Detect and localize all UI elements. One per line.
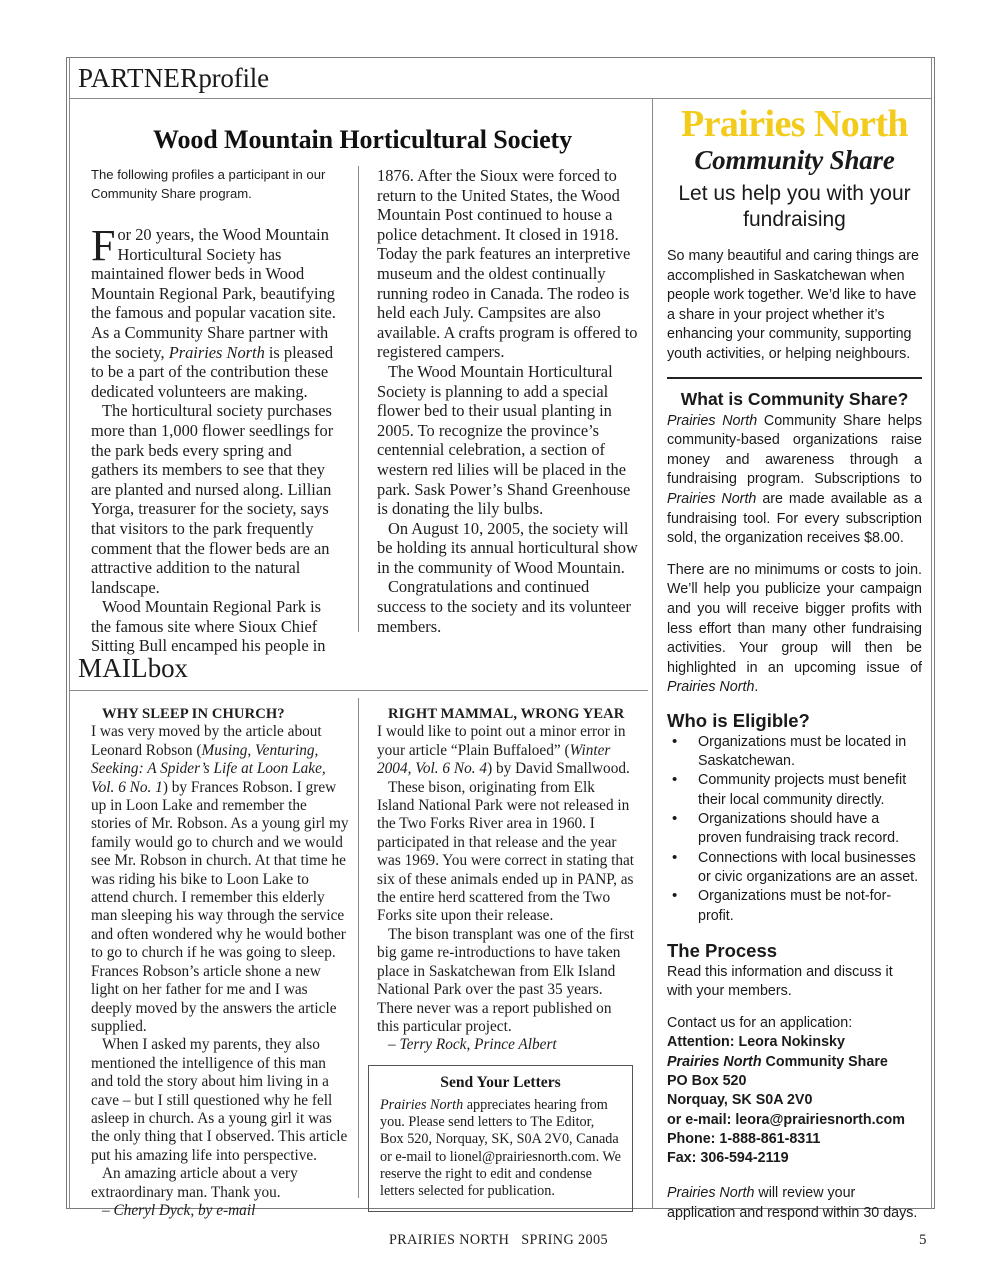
article-p1-italic: Prairies North	[168, 342, 265, 362]
contact-brand-italic: Prairies North	[667, 1053, 762, 1070]
letter2-p1-a: I would like to point out a minor error in your article “Plain Buffaloed” (	[377, 723, 626, 759]
article-paragraph-1	[91, 221, 341, 401]
article-title: Wood Mountain Horticultural Society	[152, 125, 572, 155]
letter1-p1-b: ) by Frances Robson. I grew up in Loon Lake and remember the stories of Mr. Robson. As a young girl my family would go to church and we would see Mr. Robson in church. At that time he was riding his bike to Loon Lake to attend church. I remember this elderly man sleeping his way through the service and often wondered why he would bother to go to church if he was going to sleep. Frances Robson’s article shone a new light on her father for me and I was deeply moved by the answers the article supplied.	[91, 778, 349, 1035]
what-is-text-1: Community Share helps community-based organizations raise money and awareness through a fundraising program. Subscriptions to	[667, 412, 922, 488]
the-process-heading: The Process	[667, 939, 778, 961]
letter1-p1-italic: Musing, Venturing, Seeking: A Spider’s Life at Loon Lake, Vol. 6 No. 1	[91, 741, 326, 796]
mailbox-section-rule	[70, 690, 648, 691]
mailbox-column-divider	[358, 698, 359, 1198]
letter1-paragraph-1	[91, 723, 349, 1036]
partner-kicker-light: profile	[198, 63, 269, 93]
partner-kicker-bold: PARTNER	[78, 63, 199, 93]
prairies-north-logo: Prairies North	[681, 103, 908, 145]
footer-publication-line	[389, 1232, 608, 1249]
page-footer	[0, 1232, 997, 1254]
mailbox-column-right	[377, 705, 635, 1055]
article-paragraph-4: 1876. After the Sioux were forced to return to the United States, the Wood Mountain Post continued to house a police detachment. It closed in 1918. Today the park features an interpretive museum and the oldest continually running rodeo in Canada. The rodeo is held each July. Campsites are also available. A crafts program is offered to registered campers.	[377, 166, 638, 362]
article-paragraph-6: On August 10, 2005, the society will be holding its annual horticultural show in the community of Wood Mountain.	[377, 518, 638, 577]
page-frame-inner-left-rule	[69, 57, 70, 1209]
list-item: • Organizations must be not-for-profit.	[667, 887, 922, 926]
what-is-community-share-heading: What is Community Share?	[680, 388, 909, 409]
contact-attention: Attention: Leora Nokinsky	[667, 1034, 845, 1051]
article-p1-text-b: is pleased to be a part of the contribution these dedicated volunteers are making.	[91, 342, 334, 401]
closing-text: will review your application and respond within 30 days.	[667, 1185, 918, 1221]
letter2-paragraph-3: The bison transplant was one of the first big game re-introductions to have taken place in Saskatchewan from Elk Island National Park over the past 35 years. There never was a report published on this particular project.	[377, 925, 634, 1035]
letter-headline-1: WHY SLEEP IN CHURCH?	[102, 706, 285, 722]
letter2-paragraph-2: These bison, originating from Elk Island National Park were not released in the Two Forks River area in 1960. I participated in that release and the year was 1969. You were correct in stating that six of these animals ended up in PANP, as the entire herd scattered from the Two Forks site upon their release.	[377, 778, 635, 925]
no-minimums-paragraph	[667, 561, 922, 698]
contact-brand	[667, 1053, 922, 1072]
send-letters-text: appreciates hearing from you. Please send letters to The Editor, Box 520, Norquay, SK, S0A 2V0, Canada or e-mail to lionel@prairiesnorth.com. We reserve the right to edit and condense letters selected for publication.	[380, 1097, 621, 1200]
letter1-paragraph-3: An amazing article about a very extraordinary man. Thank you.	[91, 1165, 298, 1201]
sidebar-intro-paragraph: So many beautiful and caring things are accomplished in Saskatchewan when people work together. We’d like to have a share in your project whether it’s enhancing your community, supporting youth activities, or helping neighbours.	[667, 248, 919, 362]
who-is-eligible-heading: Who is Eligible?	[667, 709, 810, 731]
footer-issue: SPRING 2005	[521, 1232, 609, 1248]
letter2-signature: – Terry Rock, Prince Albert	[388, 1036, 557, 1054]
contact-city: Norquay, SK S0A 2V0	[667, 1092, 813, 1109]
what-is-text-2: are made available as a fundraising tool. For every subscription sold, the organization receives $8.00.	[667, 490, 922, 547]
article-column-divider	[358, 166, 359, 632]
list-item: • Connections with local businesses or civic organizations are an asset.	[667, 849, 922, 888]
send-your-letters-box	[368, 1065, 633, 1212]
list-item: • Organizations must be located in Saskatchewan.	[667, 733, 922, 772]
community-share-sidebar	[667, 104, 922, 1236]
send-letters-body	[380, 1097, 621, 1200]
mailbox-kicker-bold: MAIL	[78, 653, 148, 683]
article-paragraph-5: The Wood Mountain Horticultural Society is planning to add a special flower bed to their usual planting in 2005. To recognize the province’s centennial celebration, a section of western red lilies will be placed in the park. Sask Power’s Shand Greenhouse is donating the lily bulbs.	[377, 361, 631, 519]
contact-intro: Contact us for an application:	[667, 1015, 853, 1032]
sidebar-closing-paragraph	[667, 1184, 922, 1223]
no-minimums-text: There are no minimums or costs to join. We’ll help you publicize your campaign and you will receive bigger profits with less effort than many other fundraising activities. Your group will then be highlighted in an upcoming issue of	[667, 561, 922, 676]
list-item: • Organizations should have a proven fundraising track record.	[667, 810, 922, 849]
no-minimums-tail: .	[754, 679, 759, 696]
send-letters-brand-italic: Prairies North	[380, 1097, 464, 1113]
footer-publication: PRAIRIES NORTH	[389, 1232, 510, 1248]
no-minimums-italic: Prairies North	[667, 679, 755, 696]
letter2-p1-b: ) by David Smallwood.	[487, 760, 630, 778]
article-paragraph-3: Wood Mountain Regional Park is the famous site where Sioux Chief Sitting Bull encamped his people in	[91, 597, 326, 656]
sidebar-tagline: Let us help you with your fundraising	[678, 182, 911, 231]
sidebar-divider-bar	[667, 377, 922, 379]
contact-po-box: PO Box 520	[667, 1072, 747, 1089]
letter-headline-2: RIGHT MAMMAL, WRONG YEAR	[388, 706, 625, 722]
article-column-left	[91, 166, 341, 656]
what-is-community-share-body	[667, 412, 922, 549]
page-number: 5	[919, 1232, 927, 1248]
sidebar-divider-rule	[652, 99, 653, 1209]
letter1-signature: – Cheryl Dyck, by e-mail	[102, 1201, 256, 1219]
letter2-p1-italic: Winter 2004, Vol. 6 No. 4	[377, 741, 611, 778]
community-share-subtitle: Community Share	[694, 145, 895, 175]
article-paragraph-2: The horticultural society purchases more than 1,000 flower seedlings for the park beds every spring and gathers its members to see that they are planted and nursed along. Lillian Yorga, treasurer for the society, says that visitors to the park frequently comment that the flower beds are an attractive addition to the natural landscape.	[91, 401, 334, 597]
letter1-paragraph-2: When I asked my parents, they also mentioned the intelligence of this man and told the story about him living in a cave – but I still questioned why he fell asleep in church. As a young girl it was the only thing that I observed. This article put his amazing life into perspective.	[91, 1036, 348, 1164]
the-process-body: Read this information and discuss it with your members.	[667, 963, 893, 1000]
mailbox-kicker	[78, 653, 188, 684]
mailbox-kicker-light: box	[147, 653, 188, 683]
what-is-italic-2: Prairies North	[667, 490, 757, 507]
eligibility-list	[667, 733, 922, 926]
contact-brand-rest: Community Share	[761, 1053, 888, 1070]
contact-email[interactable]: or e-mail: leora@prairiesnorth.com	[667, 1111, 905, 1128]
article-paragraph-7: Congratulations and continued success to the society and its volunteer members.	[377, 577, 631, 636]
send-letters-title: Send Your Letters	[440, 1074, 561, 1091]
article-deck: The following profiles a participant in our Community Share program.	[91, 167, 326, 201]
page-frame-inner-right-rule	[931, 57, 932, 1209]
mailbox-column-left	[91, 705, 349, 1220]
what-is-italic-1: Prairies North	[667, 412, 758, 429]
drop-cap: F	[91, 221, 116, 270]
list-item: • Community projects must benefit their local community directly.	[667, 771, 922, 810]
partner-section-rule	[70, 98, 931, 99]
article-p1-text-a: or 20 years, the Wood Mountain Horticultural Society has maintained flower beds in Wood Mountain Regional Park, beautifying the famous and popular vacation site. As a Community Share partner with the society,	[91, 225, 336, 362]
letter1-p1-a: I was very moved by the article about Leonard Robson (	[91, 723, 322, 759]
letter2-paragraph-1	[377, 723, 635, 778]
partner-profile-kicker	[78, 63, 269, 94]
contact-phone[interactable]: Phone: 1-888-861-8311	[667, 1130, 821, 1147]
closing-italic: Prairies North	[667, 1185, 755, 1202]
article-column-middle	[377, 166, 642, 636]
contact-fax: Fax: 306-594-2119	[667, 1150, 789, 1167]
